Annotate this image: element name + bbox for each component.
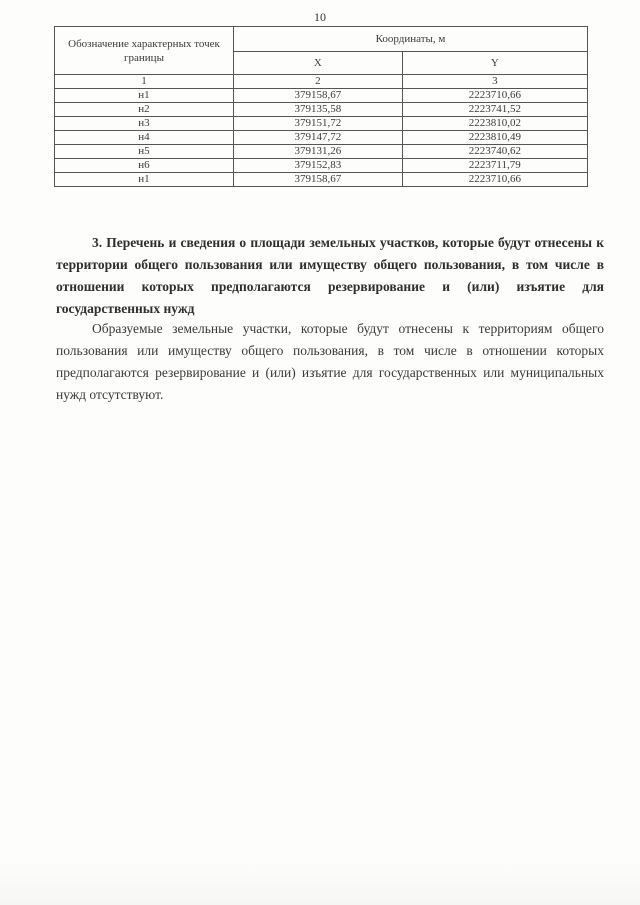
y-cell: 2223810,49 xyxy=(402,131,587,145)
index-cell: 1 xyxy=(55,75,234,89)
x-cell: 379131,26 xyxy=(234,145,403,159)
x-cell: 379152,83 xyxy=(234,159,403,173)
table-row xyxy=(55,159,588,173)
point-cell: н2 xyxy=(55,103,234,117)
y-cell: 2223741,52 xyxy=(402,103,587,117)
point-cell: н5 xyxy=(55,145,234,159)
point-cell: н4 xyxy=(55,131,234,145)
table-header-row xyxy=(55,27,588,52)
y-cell: 2223711,79 xyxy=(402,159,587,173)
point-cell: н6 xyxy=(55,159,234,173)
table-row xyxy=(55,117,588,131)
table-row xyxy=(55,103,588,117)
table-index-row xyxy=(55,75,588,89)
x-cell: 379135,58 xyxy=(234,103,403,117)
y-cell: 2223710,66 xyxy=(402,173,587,187)
scan-bottom-edge xyxy=(0,860,640,905)
x-cell: 379147,72 xyxy=(234,131,403,145)
x-cell: 379158,67 xyxy=(234,89,403,103)
coordinates-table xyxy=(54,26,588,187)
point-cell: н3 xyxy=(55,117,234,131)
header-coordinates: Координаты, м xyxy=(234,27,588,52)
y-cell: 2223740,62 xyxy=(402,145,587,159)
y-cell: 2223810,02 xyxy=(402,117,587,131)
table-row xyxy=(55,173,588,187)
page-number: 10 xyxy=(314,10,326,24)
index-cell: 3 xyxy=(402,75,587,89)
index-cell: 2 xyxy=(234,75,403,89)
table-row xyxy=(55,89,588,103)
point-cell: н1 xyxy=(55,173,234,187)
point-cell: н1 xyxy=(55,89,234,103)
section-body: Образуемые земельные участки, которые будут отнесены к территориям общего пользования или имуществу общего пользования, в том числе в отношении которых предполагаются резервирование и (или) изъятие для государственных или муниципальных нужд отсутствуют. xyxy=(56,321,604,402)
y-cell: 2223710,66 xyxy=(402,89,587,103)
section-heading: 3. Перечень и сведения о площади земельных участков, которые будут отнесены к территории общего пользования или имуществу общего пользования, в том числе в отношении которых предполагаются резервирование и (или) изъятие для государственных нужд xyxy=(56,235,604,316)
table-row xyxy=(55,145,588,159)
header-point-designation: Обозначение характерных точек границы xyxy=(55,27,234,75)
header-x: X xyxy=(234,52,403,75)
x-cell: 379158,67 xyxy=(234,173,403,187)
table-row xyxy=(55,131,588,145)
header-y: Y xyxy=(402,52,587,75)
x-cell: 379151,72 xyxy=(234,117,403,131)
